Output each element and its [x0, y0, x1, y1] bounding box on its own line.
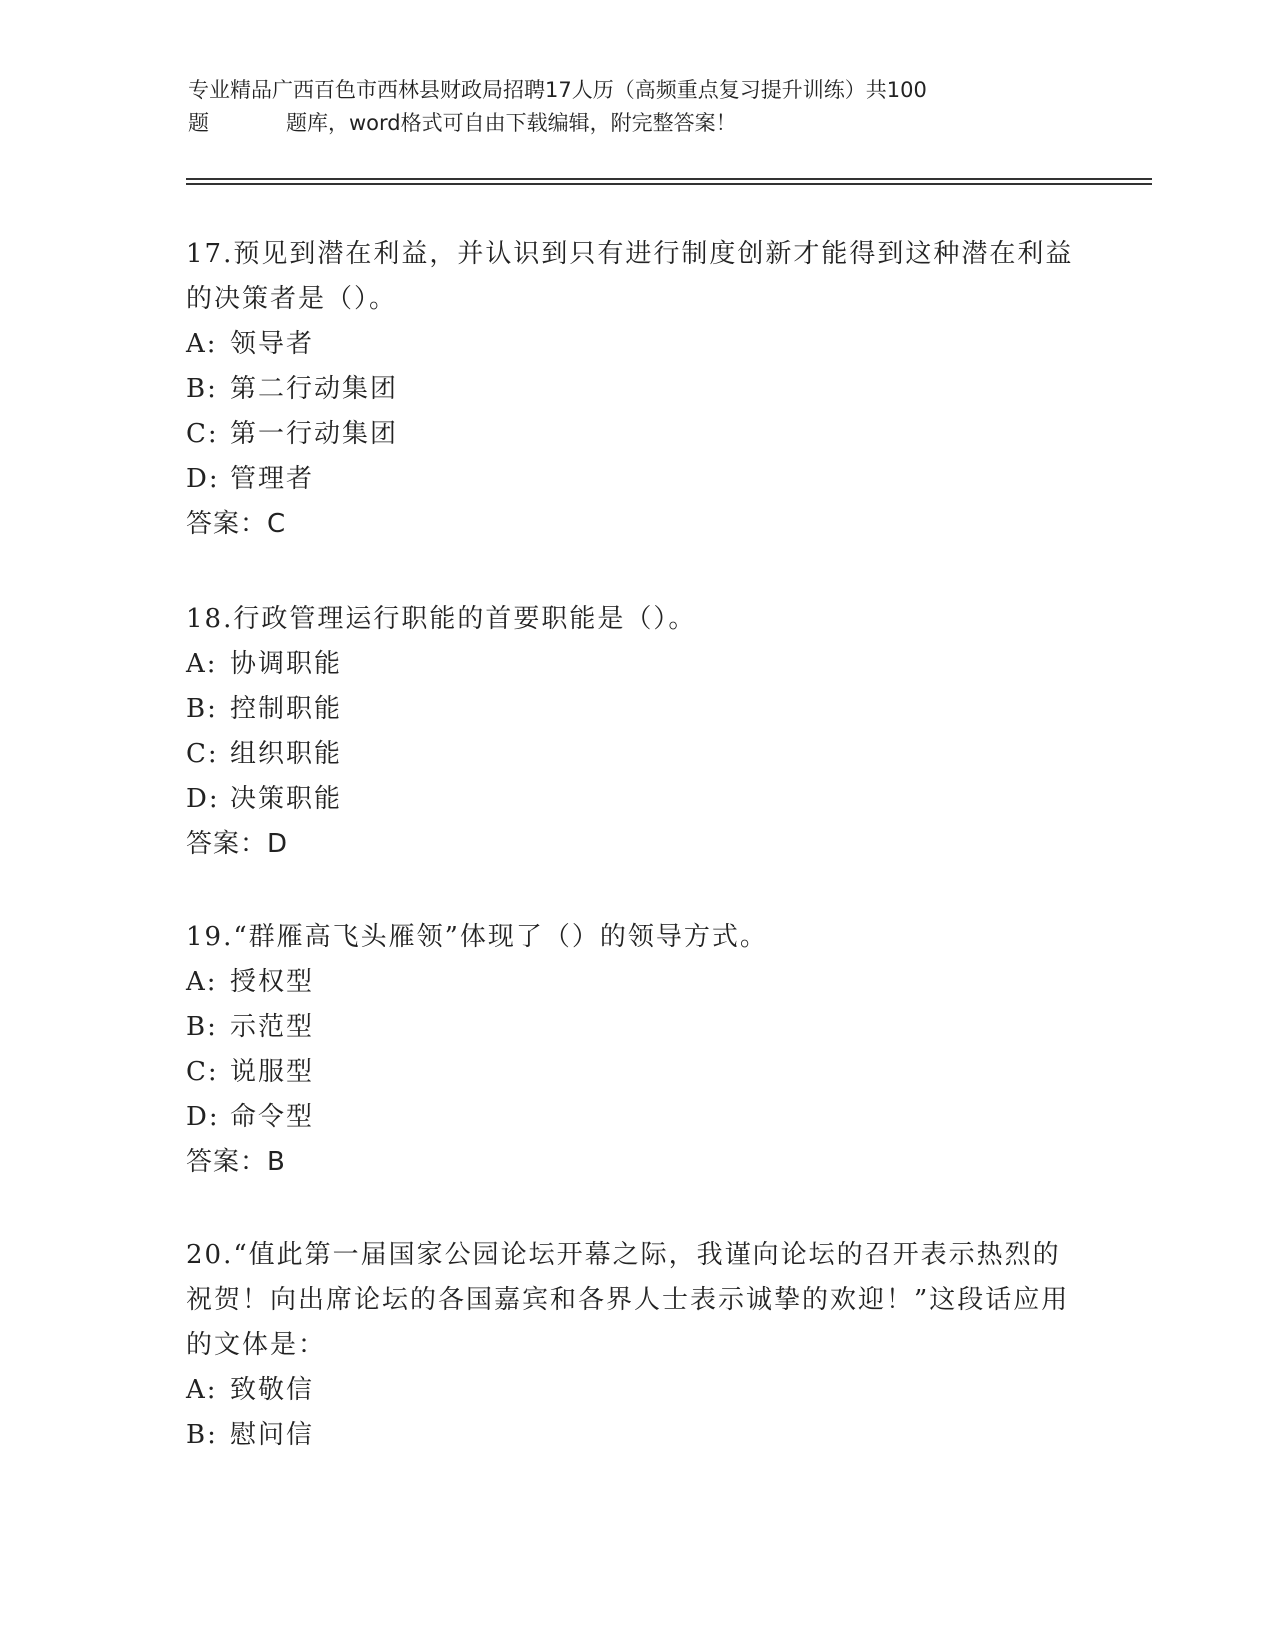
question-stem: 19.“群雁高飞头雁领”体现了（）的领导方式。 [186, 922, 768, 952]
option-a [186, 1368, 1086, 1413]
option-text: 命令型 [230, 1102, 315, 1132]
document-header [188, 74, 1068, 140]
option-text: 领导者 [230, 329, 315, 359]
option-letter: B: [186, 694, 218, 724]
header-divider-bottom [186, 183, 1152, 185]
question-stem: 18.行政管理运行职能的首要职能是（）。 [186, 604, 697, 634]
question-stem: 20.“值此第一届国家公园论坛开幕之际，我谨向论坛的召开表示热烈的祝贺！向出席论坛的各国嘉宾和各界人士表示诚挚的欢迎！”这段话应用的文体是： [186, 1240, 1070, 1360]
option-text: 授权型 [230, 967, 315, 997]
header-title-line: 专业精品广西百色市西林县财政局招聘17人历（高频重点复习提升训练）共100 [188, 78, 927, 102]
option-d [186, 777, 1086, 822]
answer-line: 答案：D [186, 829, 289, 859]
header-line-prefix: 题 [188, 111, 209, 135]
option-c [186, 412, 1086, 457]
option-letter: D: [186, 464, 220, 494]
option-b [186, 1413, 1086, 1458]
option-a [186, 322, 1086, 367]
option-text: 致敬信 [230, 1375, 315, 1405]
option-letter: C: [186, 739, 219, 769]
option-d [186, 1095, 1086, 1140]
option-letter: A: [186, 329, 218, 359]
option-b [186, 367, 1086, 412]
option-c [186, 1050, 1086, 1095]
option-letter: A: [186, 649, 218, 679]
option-b [186, 1005, 1086, 1050]
option-letter: D: [186, 1102, 220, 1132]
option-text: 说服型 [230, 1057, 315, 1087]
option-text: 协调职能 [230, 649, 343, 679]
option-letter: D: [186, 784, 220, 814]
question-stem: 17.预见到潜在利益，并认识到只有进行制度创新才能得到这种潜在利益的决策者是（）。 [186, 239, 1074, 314]
question-20 [186, 1233, 1086, 1458]
answer-line: 答案：B [186, 1147, 286, 1177]
option-d [186, 457, 1086, 502]
header-subtitle-line [188, 107, 1068, 140]
option-letter: C: [186, 1057, 219, 1087]
option-text: 第一行动集团 [230, 419, 399, 449]
option-text: 组织职能 [230, 739, 343, 769]
option-b [186, 687, 1086, 732]
option-text: 管理者 [230, 464, 315, 494]
option-text: 第二行动集团 [230, 374, 399, 404]
question-19 [186, 915, 1086, 1185]
option-letter: B: [186, 1420, 218, 1450]
option-c [186, 732, 1086, 777]
option-text: 决策职能 [230, 784, 343, 814]
option-a [186, 642, 1086, 687]
option-text: 慰问信 [230, 1420, 315, 1450]
option-letter: A: [186, 1375, 218, 1405]
option-letter: A: [186, 967, 218, 997]
option-a [186, 960, 1086, 1005]
answer-line: 答案：C [186, 509, 287, 539]
question-17 [186, 232, 1086, 547]
option-letter: B: [186, 374, 218, 404]
option-text: 控制职能 [230, 694, 343, 724]
option-letter: C: [186, 419, 219, 449]
option-text: 示范型 [230, 1012, 315, 1042]
header-divider-top [186, 178, 1152, 180]
option-letter: B: [186, 1012, 218, 1042]
question-18 [186, 597, 1086, 867]
header-line-text: 题库，word格式可自由下载编辑，附完整答案！ [286, 111, 737, 135]
